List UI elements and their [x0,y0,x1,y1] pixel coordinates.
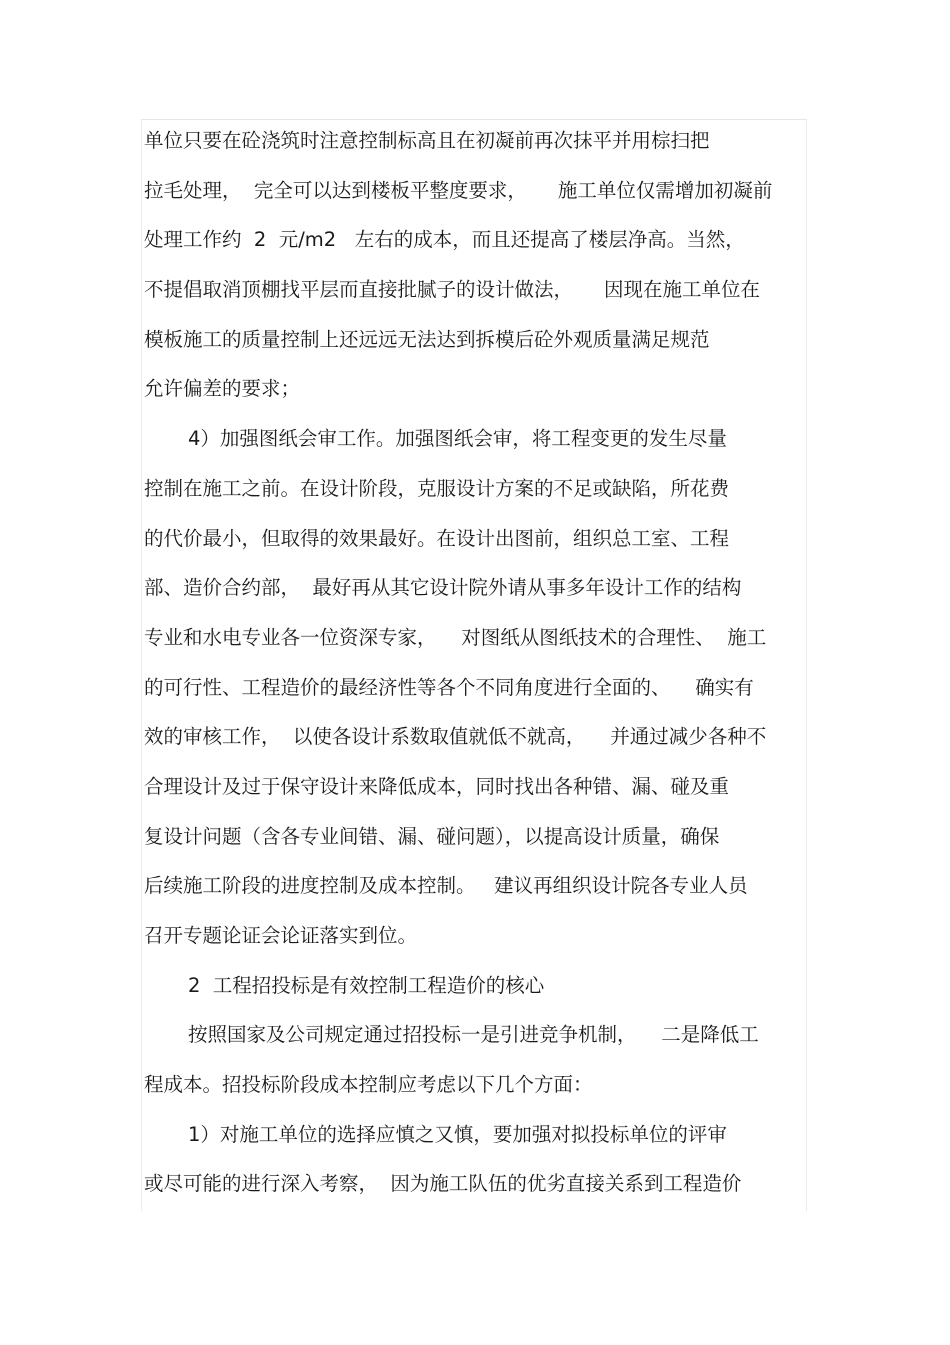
text-line: 允许偏差的要求； [144,377,301,401]
text-line: 拉毛处理， 完全可以达到楼板平整度要求， 施工单位仅需增加初凝前 [144,178,773,202]
text-line: 程成本。招投标阶段成本控制应考虑以下几个方面： [144,1073,593,1097]
text-line: 处理工作约 2 元/m2 左右的成本，而且还提高了楼层净高。当然， [144,228,745,252]
text-line: 模板施工的质量控制上还远远无法达到拆模后砼外观质量满足规范 [144,327,710,351]
text-line: 专业和水电专业各一位资深专家， 对图纸从图纸技术的合理性、 施工 [144,625,767,649]
text-line: 的可行性、工程造价的最经济性等各个不同角度进行全面的、 确实有 [144,675,754,699]
paragraph-start-line: 4）加强图纸会审工作。加强图纸会审，将工程变更的发生尽量 [188,427,727,451]
document-body [144,125,808,1218]
paragraph-start-line: 1）对施工单位的选择应慎之又慎，要加强对拟投标单位的评审 [188,1122,727,1146]
text-line: 控制在施工之前。在设计阶段，克服设计方案的不足或缺陷，所花费 [144,476,730,500]
section-heading: 2 工程招投标是有效控制工程造价的核心 [188,973,545,997]
text-line: 复设计问题（含各专业间错、漏、碰问题），以提高设计质量，确保 [144,824,720,848]
text-line: 后续施工阶段的进度控制及成本控制。 建议再组织设计院各专业人员 [144,874,748,898]
text-line: 或尽可能的进行深入考察， 因为施工队伍的优劣直接关系到工程造价 [144,1172,742,1196]
text-line: 召开专题论证会论证落实到位。 [144,924,418,947]
text-line: 单位只要在砼浇筑时注意控制标高且在初凝前再次抹平并用棕扫把 [144,129,710,152]
paragraph-start-line: 按照国家及公司规定通过招投标一是引进竞争机制， 二是降低工 [188,1023,759,1047]
text-line: 合理设计及过于保守设计来降低成本，同时找出各种错、漏、碰及重 [144,774,730,798]
text-line: 的代价最小，但取得的效果最好。在设计出图前，组织总工室、工程 [144,526,730,550]
text-line: 不提倡取消顶棚找平层而直接批腻子的设计做法， 因现在施工单位在 [144,278,760,302]
text-line: 效的审核工作， 以使各设计系数取值就低不就高， 并通过减少各种不 [144,725,767,749]
text-line: 部、造价合约部， 最好再从其它设计院外请从事多年设计工作的结构 [144,576,742,600]
